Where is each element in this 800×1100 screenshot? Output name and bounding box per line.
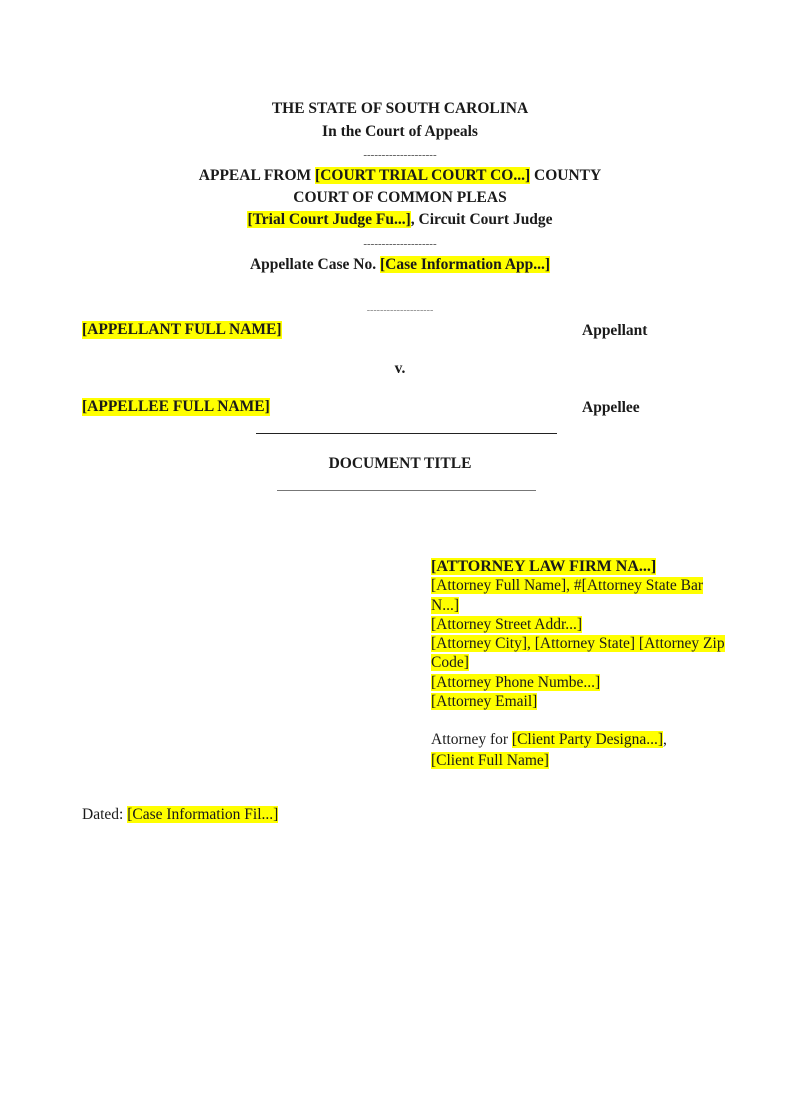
court-type-line [0,189,800,207]
divider-3 [0,300,800,318]
divider-1 [0,145,800,163]
attorney-for-block [431,729,731,771]
divider-1-text: -------------------- [363,149,437,161]
client-party-field[interactable]: [Client Party Designa...] [511,731,664,748]
document-title-text: DOCUMENT TITLE [328,455,472,472]
attorney-city-state-zip-field[interactable]: [Attorney City], [Attorney State] [Attorney Zip Code] [431,635,725,672]
appellee-name-field[interactable]: [APPELLEE FULL NAME] [82,398,270,415]
divider-2 [0,234,800,252]
versus-text: v. [394,360,406,377]
attorney-for-comma: , [663,731,667,748]
trial-judge-field[interactable]: [Trial Court Judge Fu...] [247,211,411,228]
attorney-name-bar-field[interactable]: [Attorney Full Name], #[Attorney State Bar N...] [431,577,704,614]
attorney-for-label: Attorney for [431,731,512,748]
divider-3-text: -------------------- [366,305,434,316]
attorney-email-field[interactable]: [Attorney Email] [431,693,538,711]
dated-line [82,806,278,824]
case-number-field[interactable]: [Case Information App...] [379,256,551,273]
appeal-from-line [0,167,800,185]
filing-date-field[interactable]: [Case Information Fil...] [127,806,279,823]
law-firm-field[interactable]: [ATTORNEY LAW FIRM NA...] [431,558,657,575]
county-label: COUNTY [530,167,602,184]
judge-line [0,211,800,229]
state-heading [0,100,800,118]
attorney-street-field[interactable]: [Attorney Street Addr...] [431,615,583,633]
trial-court-field[interactable]: [COURT TRIAL COURT CO...] [315,167,531,184]
divider-2-text: -------------------- [363,238,437,250]
dated-label: Dated: [82,806,128,823]
caption-rule [256,433,557,434]
state-heading-text: THE STATE OF SOUTH CAROLINA [271,100,529,117]
attorney-phone-field[interactable]: [Attorney Phone Numbe...] [431,673,601,691]
case-number-label: Appellate Case No. [249,256,380,273]
court-heading [0,123,800,141]
judge-suffix: , Circuit Court Judge [410,211,553,228]
appellant-role-label: Appellant [582,322,648,339]
client-name-field[interactable]: [Client Full Name] [431,752,549,769]
title-rule [277,490,536,491]
case-number-line [0,256,800,274]
versus-label [0,360,800,378]
appellant-name-field[interactable]: [APPELLANT FULL NAME] [82,321,282,338]
court-type-text: COURT OF COMMON PLEAS [293,189,507,206]
court-heading-text: In the Court of Appeals [322,123,478,140]
document-title [0,455,800,473]
appeal-from-label: APPEAL FROM [198,167,316,184]
appellee-role-label: Appellee [582,399,640,416]
attorney-block [431,557,731,711]
